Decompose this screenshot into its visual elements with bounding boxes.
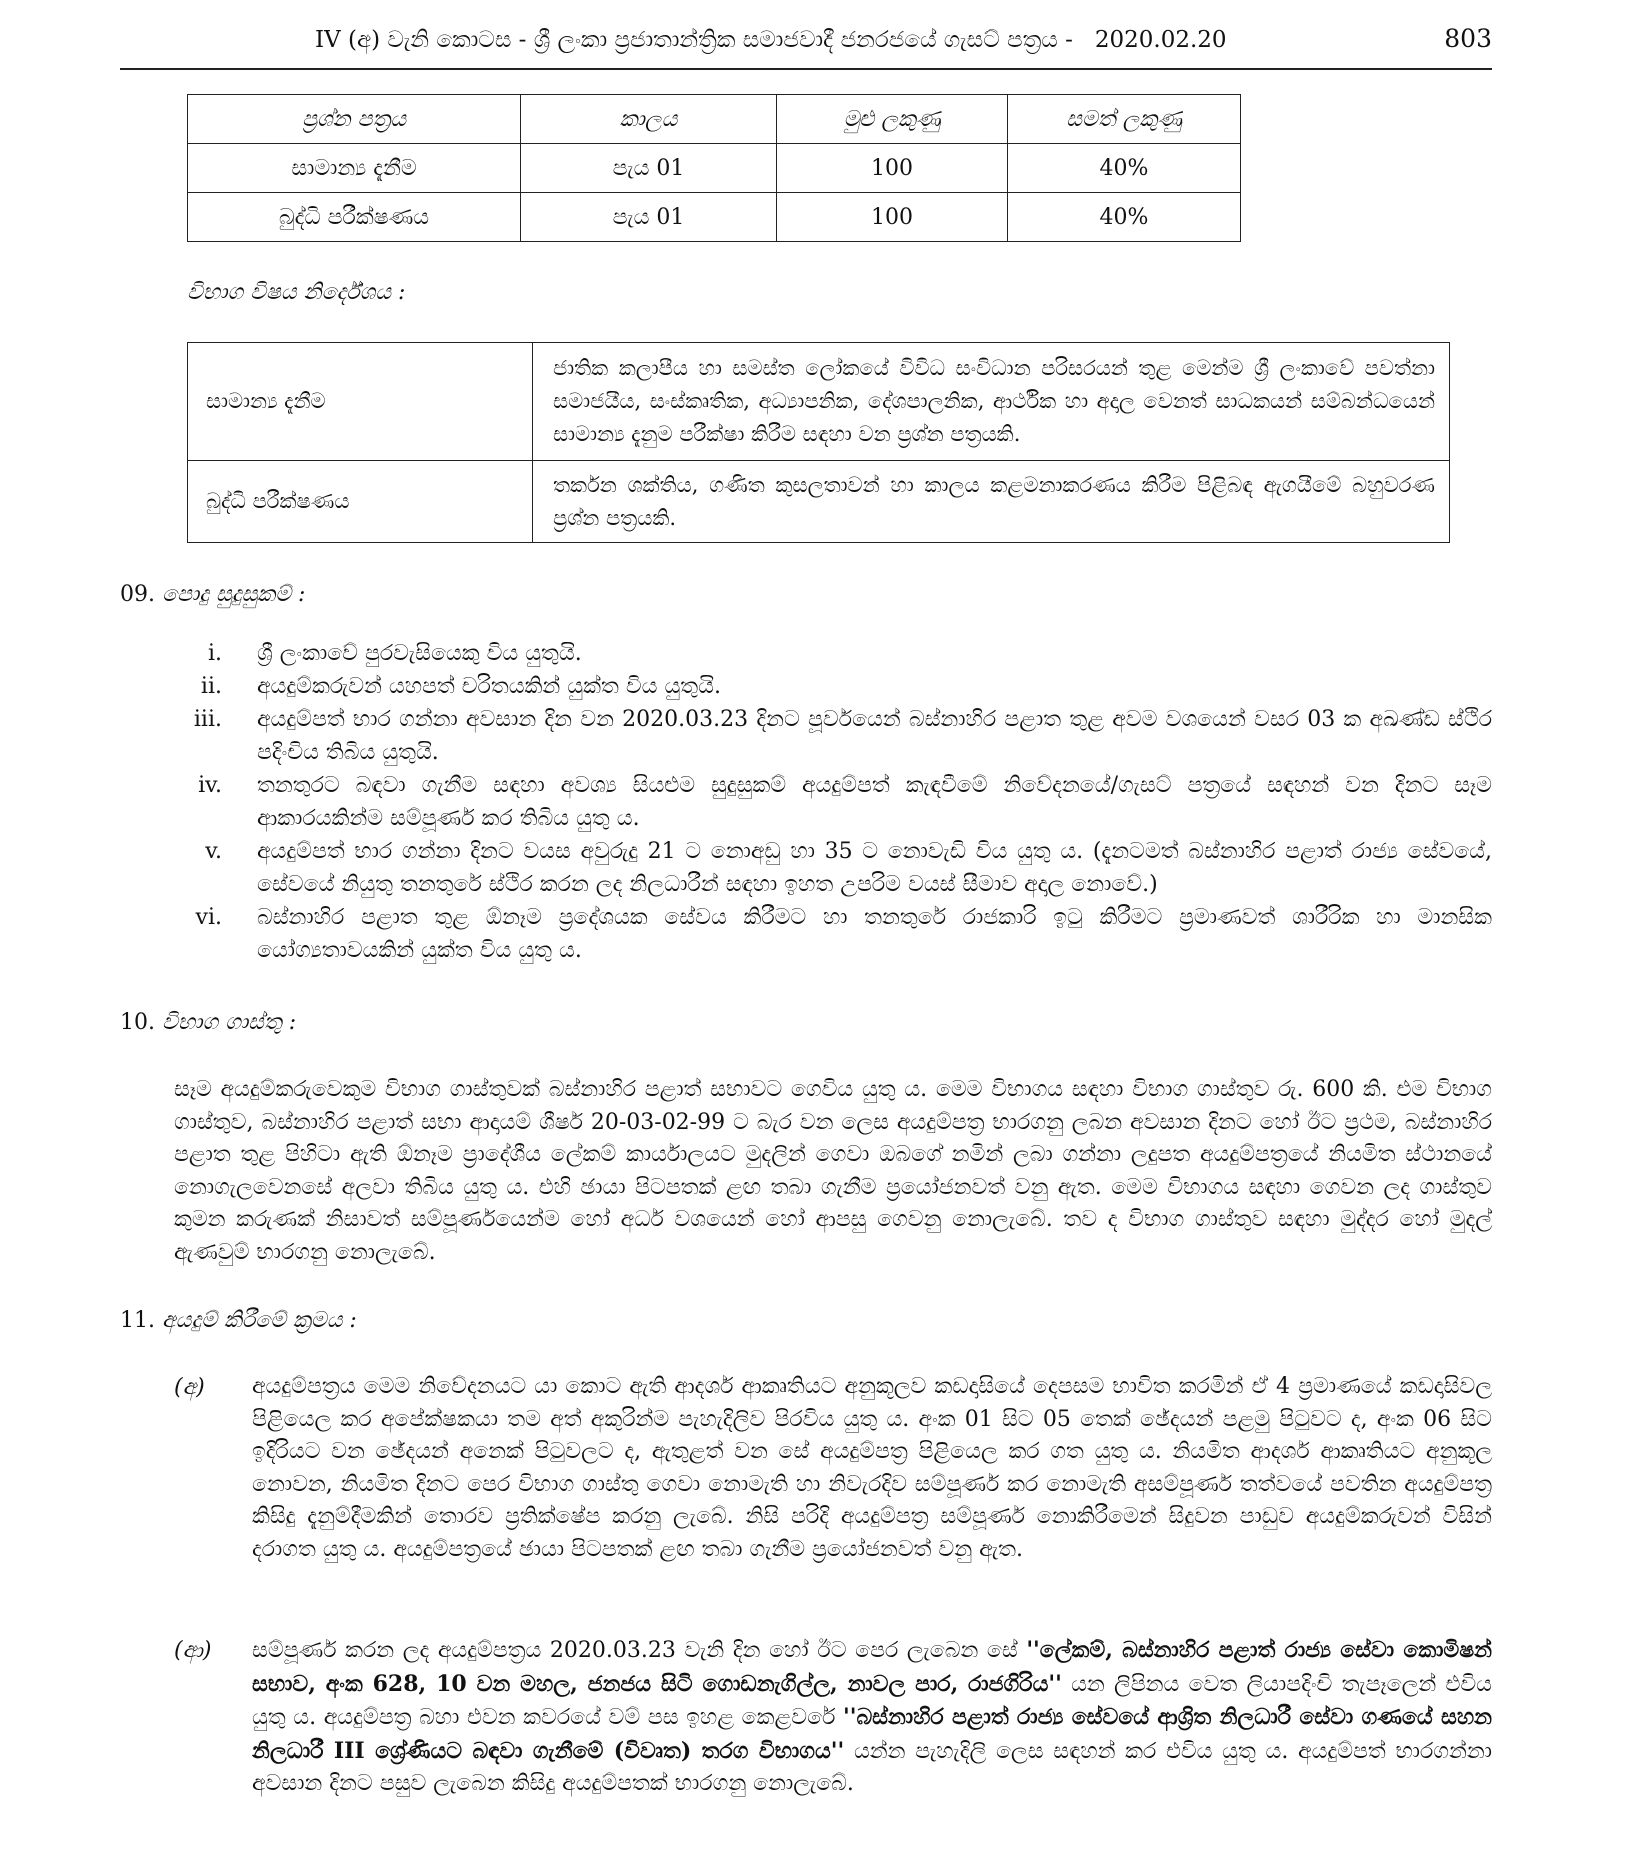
clause-b-text: යන ලිපිනය වෙත ලියාපදිංචි තැපෑලෙන් එවිය යුතු ය. අයදුම්පත්‍ර බහා එවන කවරයේ වම් පස ඉහළ කෙළවරේ — [252, 1671, 1492, 1730]
table-cell: 100 — [777, 193, 1008, 242]
list-marker: iv. — [198, 773, 222, 798]
list-item-text: අයදුම්පත් භාර ගන්නා දිනට වයස අවුරුදු 21 ට නොඅඩු හා 35 ට නොවැඩි විය යුතු ය. (දැනටමත් බස්නාහිර පළාත් රාජ්‍ය සේවයේ, සේවයේ නියුතු තනතුරේ ස්ථිර කරන ලද නිලධාරීන් සඳහා ඉහත උපරිම වයස් සීමාව අදාල නොවේ.) — [257, 839, 1492, 897]
list-item-text: අයදුම්කරුවන් යහපත් චරිතයකින් යුක්ත විය යුතුයි. — [257, 674, 721, 699]
table-row — [188, 461, 1450, 543]
table-cell: බුද්ධි පරීක්ෂණය — [188, 193, 521, 242]
col-header-duration: කාලය — [521, 95, 777, 144]
list-item — [180, 670, 1492, 703]
section-11-heading — [120, 1304, 357, 1337]
section-title: පොදු සුදුසුකම් : — [162, 582, 306, 607]
envelope-caption: ''බස්නාහිර පළාත් රාජ්‍ය සේවයේ ආශ්‍රිත නිලධාරී සේවා ගණයේ සහන නිලධාරී III ශ්‍රේණියට බඳවා ගැනීමේ (විවෘත) තරග විභාගය'' — [252, 1704, 1492, 1764]
exam-table — [187, 94, 1241, 242]
list-item-text: තනතුරට බඳවා ගැනීම සඳහා අවශ්‍ය සියළුම සුදුසුකම් අයදුම්පත් කැඳවීමේ නිවේදනයේ/ගැසට් පත්‍රයේ සඳහන් වන දිනට සෑම ආකාරයකින්ම සම්පූර්ණ කර තිබිය යුතු ය. — [257, 773, 1492, 831]
section-number: 11. — [120, 1308, 155, 1333]
page-number: 803 — [1444, 24, 1492, 53]
list-item-text: අයදුම්පත් භාර ගන්නා අවසාන දින වන 2020.03.23 දිනට පූර්වයෙන් බස්නාහිර පළාත තුළ අවම වශයෙන් වසර 03 ක අඛණ්ඩ ස්ථිර පදිංචිය තිබිය යුතුයි. — [257, 707, 1492, 765]
syllabus-subject: සාමාන්‍ය දැනීම — [188, 343, 533, 461]
table-row — [188, 144, 1241, 193]
syllabus-heading: විභාග විෂය නිර්දේශය : — [187, 280, 406, 305]
section-number: 10. — [120, 1010, 155, 1035]
list-item — [180, 769, 1492, 835]
col-header-total-marks: මුළු ලකුණු — [777, 95, 1008, 144]
list-marker: vi. — [195, 905, 222, 930]
exam-fee-paragraph: සෑම අයදුම්කරුවෙකුම විභාග ගාස්තුවක් බස්නාහිර පළාත් සභාවට ගෙවිය යුතු ය. මෙම විභාගය සඳහා විභාග ගාස්තුව රු. 600 කි. එම විභාග ගාස්තුව, බස්නාහිර පළාත් සභා ආදායම් ශීර්ෂ 20-03-02-99 ට බැර වන ලෙස අයදුම්පත්‍ර භාරගනු ලබන අවසාන දිනට හෝ ඊට ප්‍රථම, බස්නාහිර පළාත තුළ පිහිටා ඇති ඕනෑම ප්‍රාදේශීය ලේකම් කාර්යාලයට මුදලින් ගෙවා ඔබගේ නමින් ලබා ගන්නා ලදුපත අයදුම්පත්‍රයේ නියමිත ස්ථානයේ නොගැලවෙනසේ අලවා තිබිය යුතු ය. එහි ඡායා පිටපතක් ළඟ තබා ගැනීම ප්‍රයෝජනවත් වනු ඇත. මෙම විභාගය සඳහා ගෙවන ලද ගාස්තුව කුමන කරුණක් නිසාවත් සම්පූර්ණයෙන්ම හෝ අර්ධ වශයෙන් හෝ ආපසු ගෙවනු නොලැබේ. තව ද විභාග ගාස්තුව සඳහා මුද්දර හෝ මුදල් ඇණවුම් භාරගනු නොලැබේ. — [174, 1077, 1492, 1265]
list-item — [180, 703, 1492, 769]
table-cell: පැය 01 — [521, 144, 777, 193]
section-number: 09. — [120, 582, 155, 607]
page-header — [120, 20, 1492, 70]
syllabus-description: තර්කන ශක්තිය, ගණිත කුසලතාවන් හා කාලය කළමනාකරණය කිරීම පිළිබඳ ඇගයීමේ බහුවරණ ප්‍රශ්න පත්‍රයකි. — [533, 461, 1450, 543]
list-item — [180, 901, 1492, 967]
gazette-title-text: IV (අ) වැනි කොටස - ශ්‍රී ලංකා ප්‍රජාතාන්ත්‍රික සමාජවාදී ජනරජයේ ගැසට් පත්‍රය - — [315, 27, 1073, 53]
col-header-paper: ප්‍රශ්න පත්‍රය — [188, 95, 521, 144]
table-cell: සාමාන්‍ය දැනීම — [188, 144, 521, 193]
table-row — [188, 343, 1450, 461]
table-cell: 100 — [777, 144, 1008, 193]
clause-b-paragraph — [252, 1634, 1492, 1801]
syllabus-subject: බුද්ධි පරීක්ෂණය — [188, 461, 533, 543]
clause-b-label: (ආ) — [174, 1638, 212, 1663]
table-cell: පැය 01 — [521, 193, 777, 242]
table-cell: 40% — [1008, 193, 1241, 242]
list-marker: i. — [207, 641, 222, 666]
syllabus-table — [187, 342, 1450, 543]
clause-a-paragraph: අයදුම්පත්‍රය මෙම නිවේදනයට යා කොට ඇති ආදර්ශ ආකෘතියට අනුකූලව කඩදාසියේ දෙපසම භාවිත කරමින් ඒ 4 ප්‍රමාණයේ කඩදාසිවල පිළියෙල කර අපේක්ෂකයා තම අත් අකුරින්ම පැහැදිලිව පිරවිය යුතු ය. අංක 01 සිට 05 තෙක් ඡේදයන් පළමු පිටුවට ද, අංක 06 සිට ඉදිරියට වන ඡේදයන් අනෙක් පිටුවලට ද, ඇතුළත් වන සේ අයදුම්පත්‍ර පිළියෙල කර ගත යුතු ය. නියමිත ආදර්ශ ආකෘතියට අනුකූල නොවන, නියමිත දිනට පෙර විභාග ගාස්තු ගෙවා නොමැති හා නිවැරදිව සම්පූර්ණ කර නොමැති අසම්පූර්ණ තත්වයේ පවතින අයදුම්පත්‍ර කිසිදු දැනුම්දීමකින් තොරව ප්‍රතික්ෂේප කරනු ලැබේ. නිසි පරිදි අයදුම්පත්‍ර සම්පූර්ණ නොකිරීමෙන් සිදුවන පාඩුව අයදුම්කරුවන් විසින් දරාගත යුතු ය. අයදුම්පත්‍රයේ ඡායා පිටපතක් ළඟ තබා ගැනීම ප්‍රයෝජනවත් වනු ඇත. — [252, 1374, 1492, 1562]
gazette-date: 2020.02.20 — [1094, 27, 1227, 53]
table-cell: 40% — [1008, 144, 1241, 193]
section-title: අයදුම් කිරීමේ ක්‍රමය : — [162, 1308, 357, 1333]
gazette-title — [315, 24, 1227, 57]
clause-b-text: යන්න පැහැදිලි ලෙස සඳහන් කර එවිය යුතු ය. අයදුම්පත් භාරගන්නා අවසාන දිනට පසුව ලැබෙන කිසිදු අයදුම්පතක් භාරගනු නොලැබේ. — [252, 1738, 1493, 1796]
section-9-heading — [120, 578, 305, 611]
list-marker: iii. — [193, 707, 222, 732]
list-item — [180, 637, 1492, 670]
list-item-text: ශ්‍රී ලංකාවේ පුරවැසියෙකු විය යුතුයි. — [257, 641, 582, 666]
commission-address: ''ලේකම්, බස්නාහිර පළාත් රාජ්‍ය සේවා කොමිෂන් සභාව, අංක 628, 10 වන මහල, ජනජය සිටි ගොඩනැගිල්ල, නාවල පාර, රාජගිරිය'' — [252, 1637, 1493, 1697]
list-marker: v. — [205, 839, 222, 864]
list-item-text: බස්නාහිර පළාත තුළ ඕනෑම ප්‍රදේශයක සේවය කිරීමට හා තනතුරේ රාජකාරි ඉටු කිරීමට ප්‍රමාණවත් ශාරීරික හා මානසික යෝග්‍යතාවයකින් යුක්ත විය යුතු ය. — [257, 905, 1492, 963]
list-item — [180, 835, 1492, 901]
list-marker: ii. — [200, 674, 222, 699]
section-10-heading — [120, 1006, 296, 1039]
table-row — [188, 193, 1241, 242]
col-header-pass-marks: සමත් ලකුණු — [1008, 95, 1241, 144]
section-title: විභාග ගාස්තු : — [162, 1010, 297, 1035]
table-header-row — [188, 95, 1241, 144]
syllabus-description: ජාතික කලාපීය හා සමස්ත ලෝකයේ විවිධ සංවිධාන පරිසරයන් තුළ මෙන්ම ශ්‍රී ලංකාවේ පවත්නා සමාජයීය, සංස්කෘතික, අධ්‍යාපනික, දේශපාලනික, ආර්ථික හා අදාල වෙනත් සාධකයන් සම්බන්ධයෙන් සාමාන්‍ය දැනුම පරීක්ෂා කිරීම සඳහා වන ප්‍රශ්න පත්‍රයකි. — [533, 343, 1450, 461]
clause-b-text: සම්පූර්ණ කරන ලද අයදුම්පත්‍රය 2020.03.23 වැනි දින හෝ ඊට පෙර ලැබෙන සේ — [252, 1638, 1027, 1663]
qualifications-list — [180, 637, 1492, 967]
clause-a-label: (අ) — [174, 1375, 205, 1400]
